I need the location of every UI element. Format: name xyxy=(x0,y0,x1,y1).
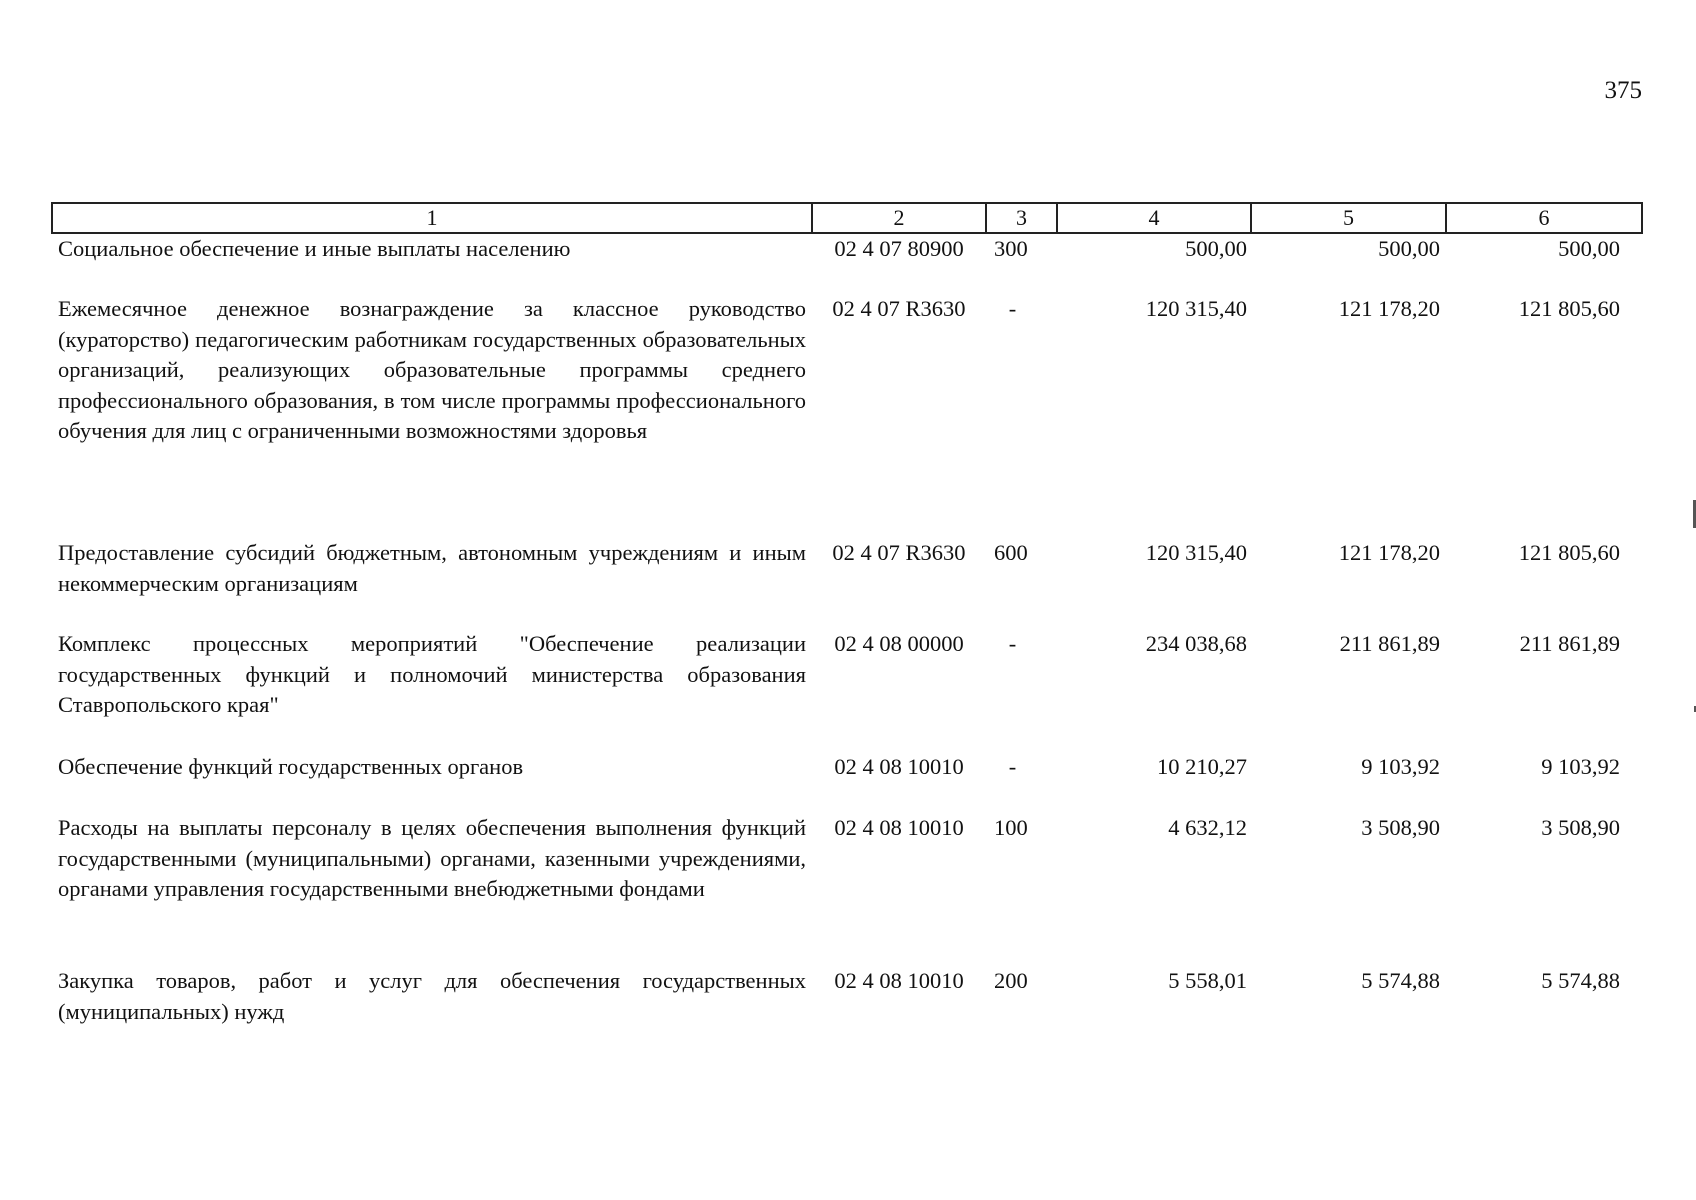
row-description: Ежемесячное денежное вознаграждение за классное руководство (кураторство) педагогическим работникам государственных образовательных организаций, реализующих образовательные программы среднего профессионального образования, в том числе программы профессионального обучения для лиц с ограниченными возможностями здоровья xyxy=(58,296,806,443)
row-code: 02 4 07 R3630 xyxy=(832,296,966,321)
header-col-4: 4 xyxy=(1057,203,1251,233)
row-value-col-6: 500,00 xyxy=(1558,236,1620,261)
row-expense-type: 200 xyxy=(994,968,1028,993)
row-code: 02 4 07 80900 xyxy=(834,236,964,261)
table-row xyxy=(52,629,1642,752)
header-col-2: 2 xyxy=(812,203,986,233)
row-description: Предоставление субсидий бюджетным, автономным учреждениям и иным некоммерческим организациям xyxy=(58,540,806,596)
row-description: Обеспечение функций государственных органов xyxy=(58,754,524,779)
row-description: Комплекс процессных мероприятий "Обеспечение реализации государственных функций и полномочий министерства образования Ставропольского края" xyxy=(58,631,806,717)
row-expense-type: 100 xyxy=(994,815,1028,840)
row-description: Расходы на выплаты персоналу в целях обеспечения выполнения функций государственными (муниципальными) органами, казенными учреждениями, органами управления государственными внебюджетными фондами xyxy=(58,815,806,901)
header-col-5: 5 xyxy=(1251,203,1446,233)
row-value-col-5: 3 508,90 xyxy=(1361,815,1440,840)
row-value-col-5: 121 178,20 xyxy=(1338,540,1440,565)
table-row xyxy=(52,233,1642,294)
row-value-col-6: 5 574,88 xyxy=(1541,968,1620,993)
row-value-col-5: 121 178,20 xyxy=(1338,296,1440,321)
page-number: 375 xyxy=(1604,77,1642,104)
header-col-3: 3 xyxy=(986,203,1057,233)
row-value-col-6: 3 508,90 xyxy=(1541,815,1620,840)
row-expense-type: - xyxy=(1008,296,1017,321)
row-code: 02 4 08 10010 xyxy=(834,815,964,840)
row-code: 02 4 07 R3630 xyxy=(832,540,966,565)
row-value-col-6: 121 805,60 xyxy=(1518,296,1620,321)
budget-table xyxy=(51,202,1643,1027)
header-col-6: 6 xyxy=(1446,203,1642,233)
row-value-col-5: 9 103,92 xyxy=(1361,754,1440,779)
row-value-col-6: 211 861,89 xyxy=(1519,631,1620,656)
row-expense-type: 600 xyxy=(994,540,1028,565)
row-value-col-4: 10 210,27 xyxy=(1157,754,1247,779)
header-col-1: 1 xyxy=(52,203,812,233)
row-value-col-5: 211 861,89 xyxy=(1339,631,1440,656)
row-expense-type: - xyxy=(1008,631,1017,656)
row-description: Социальное обеспечение и иные выплаты населению xyxy=(58,236,571,261)
table-row xyxy=(52,294,1642,538)
row-value-col-5: 5 574,88 xyxy=(1361,968,1440,993)
row-value-col-4: 234 038,68 xyxy=(1145,631,1247,656)
row-value-col-4: 120 315,40 xyxy=(1145,540,1247,565)
row-description: Закупка товаров, работ и услуг для обеспечения государственных (муниципальных) нужд xyxy=(58,968,806,1024)
row-expense-type: 300 xyxy=(994,236,1028,261)
table-body xyxy=(52,233,1642,1027)
row-value-col-4: 120 315,40 xyxy=(1145,296,1247,321)
table-row xyxy=(52,752,1642,813)
row-value-col-4: 5 558,01 xyxy=(1168,968,1247,993)
row-expense-type: - xyxy=(1008,754,1017,779)
row-code: 02 4 08 00000 xyxy=(834,631,964,656)
row-code: 02 4 08 10010 xyxy=(834,968,964,993)
row-value-col-6: 121 805,60 xyxy=(1518,540,1620,565)
table-row xyxy=(52,538,1642,629)
row-value-col-6: 9 103,92 xyxy=(1541,754,1620,779)
row-code: 02 4 08 10010 xyxy=(834,754,964,779)
header-row xyxy=(52,203,1642,233)
row-value-col-4: 500,00 xyxy=(1185,236,1247,261)
row-value-col-4: 4 632,12 xyxy=(1168,815,1247,840)
row-value-col-5: 500,00 xyxy=(1378,236,1440,261)
table-header xyxy=(52,203,1642,233)
table-row xyxy=(52,813,1642,966)
table-row xyxy=(52,966,1642,1027)
